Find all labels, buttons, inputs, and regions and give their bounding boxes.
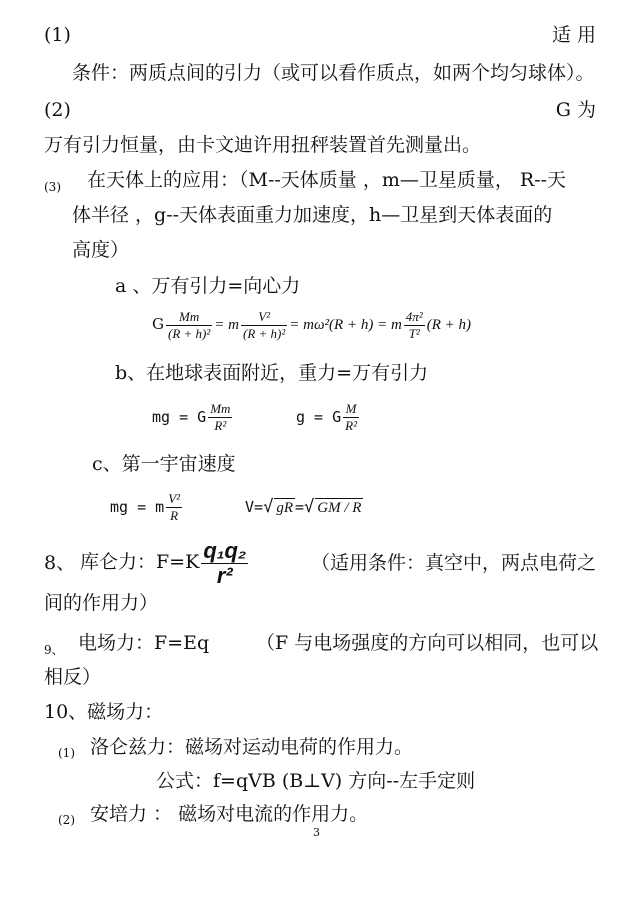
eq-part: V=	[245, 498, 264, 516]
gravity-equals-weight-equation	[152, 397, 234, 437]
eq-part: 库仑力：F=K	[80, 551, 200, 573]
surface-gravity-equation	[296, 397, 361, 437]
item-10-2-number: (2)	[58, 813, 75, 827]
fraction	[241, 309, 287, 342]
fraction	[343, 401, 359, 434]
fraction-denominator: (R + h)²	[242, 325, 286, 341]
sub-c-label: c、第一宇宙速度	[92, 453, 236, 475]
fraction-denominator: R²	[214, 418, 227, 433]
eq-part: = mω²(R + h) = m	[289, 317, 402, 333]
page-number: 3	[313, 826, 320, 839]
item-3-line3: 高度）	[72, 239, 130, 261]
velocity-root-equation	[245, 487, 363, 527]
item-3-line1: 在天体上的应用：（M--天体质量 ，m—卫星质量， R--天	[87, 169, 567, 191]
fraction-numerator: q₁q₂	[203, 537, 247, 563]
fraction-numerator: 4π²	[405, 308, 423, 324]
fraction	[201, 539, 248, 588]
item-10-heading: 10、磁场力：	[44, 701, 164, 723]
fraction	[404, 309, 425, 342]
eq-part: = m	[214, 317, 239, 333]
fraction-numerator: M	[343, 401, 359, 418]
item-8-number: 8、	[44, 552, 76, 574]
eq-g: G	[152, 315, 164, 333]
eq-part: mg = G	[152, 408, 207, 426]
lorentz-force-text: 洛仑兹力：磁场对运动电荷的作用力。	[90, 736, 414, 758]
item-8-note: （适用条件：真空中，两点电荷之	[311, 552, 597, 574]
item-1-number: (1)	[44, 24, 71, 46]
item-9-number: 9、	[44, 643, 64, 657]
ampere-force-text: 安培力 ： 磁场对电流的作用力。	[90, 803, 369, 825]
fraction	[166, 309, 212, 342]
gravity-centripetal-equation	[152, 304, 471, 345]
item-3-line2: 体半径 ，g--天体表面重力加速度，h—卫星到天体表面的	[72, 204, 553, 226]
sub-a-label: a 、万有引力=向心力	[115, 275, 301, 297]
radicand: GM / R	[317, 500, 362, 516]
fraction-numerator: Mm	[210, 401, 231, 416]
radical-icon: √	[304, 497, 315, 517]
eq-part: =	[294, 498, 305, 516]
item-2-title: G 为	[555, 99, 596, 121]
fraction-denominator: (R + h)²	[167, 325, 211, 341]
fraction-denominator: T²	[408, 325, 420, 341]
eq-part: (R + h)	[426, 317, 471, 333]
fraction-denominator: r²	[216, 562, 233, 588]
fraction-denominator: R	[170, 508, 179, 523]
item-2-number: (2)	[44, 99, 71, 121]
fraction-numerator: Mm	[166, 309, 212, 326]
item-9-note-cont: 相反）	[44, 666, 102, 688]
lorentz-force-formula: 公式：f=qVB (B⊥V) 方向--左手定则	[156, 770, 476, 792]
fraction	[166, 491, 182, 524]
eq-part: mg = m	[110, 498, 165, 516]
item-2-text: 万有引力恒量，由卡文迪许用扭秤装置首先测量出。	[44, 134, 482, 156]
radicand: gR	[276, 500, 293, 516]
first-cosmic-velocity-equation	[110, 487, 184, 527]
fraction	[208, 401, 232, 434]
sub-b-label: b、在地球表面附近，重力=万有引力	[115, 362, 429, 384]
fraction-numerator: V²	[241, 309, 287, 326]
item-1-title: 适 用	[551, 24, 596, 46]
electric-force-formula: 电场力：F=Eq	[78, 632, 210, 654]
fraction-denominator: R²	[345, 418, 357, 433]
radical-icon: √	[263, 497, 274, 517]
item-10-1-number: (1)	[58, 746, 75, 760]
coulomb-force-formula	[80, 536, 250, 588]
item-3-number: (3)	[44, 180, 61, 194]
eq-part: g = G	[296, 408, 342, 426]
fraction-numerator: V²	[168, 491, 181, 506]
item-9-note: （F 与电场强度的方向可以相同，也可以	[256, 632, 599, 654]
item-8-note-cont: 间的作用力）	[44, 592, 159, 614]
item-1-text: 条件：两质点间的引力（或可以看作质点，如两个均匀球体）。	[72, 62, 595, 84]
